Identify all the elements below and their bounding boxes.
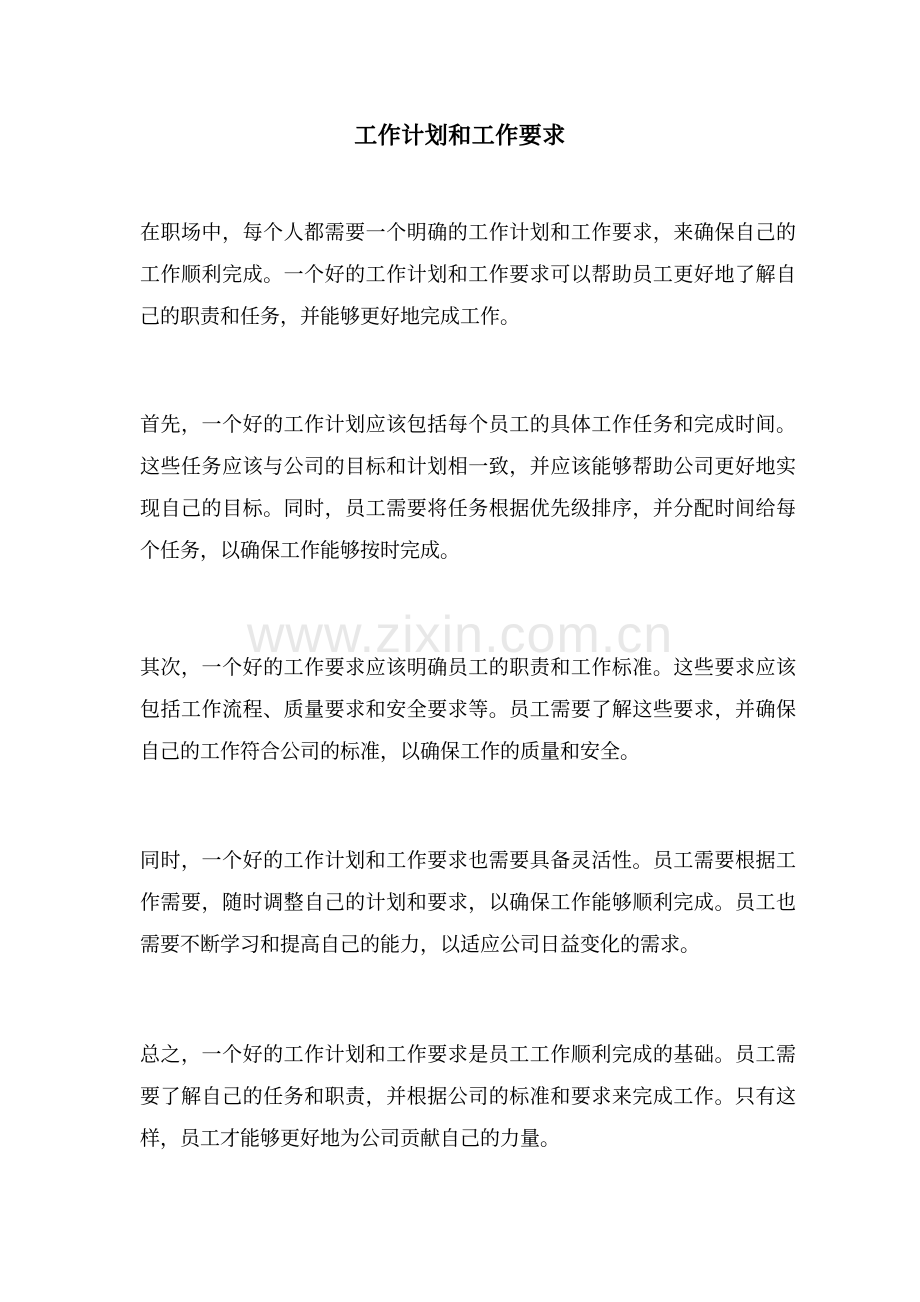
watermark: www.zixin.com.cn <box>246 606 674 664</box>
document-title: 工作计划和工作要求 <box>354 122 566 149</box>
paragraph-second: 其次，一个好的工作要求应该明确员工的职责和工作标准。这些要求应该包括工作流程、质量要求和安全要求等。员工需要了解这些要求，并确保自己的工作符合公司的标准，以确保工作的质量和安全。 <box>140 655 796 763</box>
paragraph-conclusion: 总之，一个好的工作计划和工作要求是员工工作顺利完成的基础。员工需要了解自己的任务和职责，并根据公司的标准和要求来完成工作。只有这样，员工才能够更好地为公司贡献自己的力量。 <box>140 1042 796 1150</box>
paragraph-first: 首先，一个好的工作计划应该包括每个员工的具体工作任务和完成时间。这些任务应该与公司的目标和计划相一致，并应该能够帮助公司更好地实现自己的目标。同时，员工需要将任务根据优先级排序，并分配时间给每个任务，以确保工作能够按时完成。 <box>140 412 796 562</box>
paragraph-flexibility: 同时，一个好的工作计划和工作要求也需要具备灵活性。员工需要根据工作需要，随时调整自己的计划和要求，以确保工作能够顺利完成。员工也需要不断学习和提高自己的能力，以适应公司日益变化的需求。 <box>140 848 796 956</box>
paragraph-intro: 在职场中，每个人都需要一个明确的工作计划和工作要求，来确保自己的工作顺利完成。一个好的工作计划和工作要求可以帮助员工更好地了解自己的职责和任务，并能够更好地完成工作。 <box>140 220 796 328</box>
